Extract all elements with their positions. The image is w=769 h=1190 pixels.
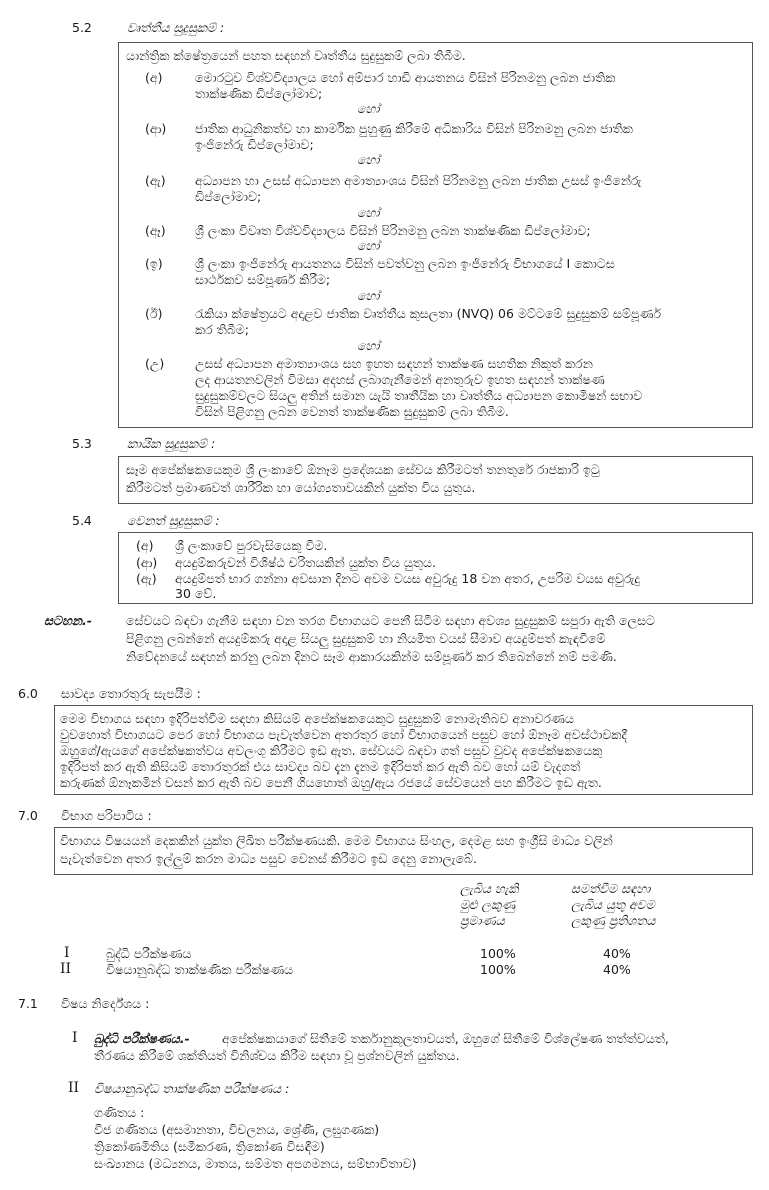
item-text: ජාතික ආධුනිකත්ව හා කාර්මික පුහුණු කිරීමේ අධිකාරිය විසින් පිරිනමනු ලබන ජාතික [195,121,633,136]
item-text: අයදුම්කරුවන් විශිෂ්ඨ චරිතයකින් යුක්ත විය යුතුය. [175,555,437,570]
item-text: අධ්‍යාපන හා උසස් අධ්‍යාපන අමාත්‍යාංශය විසින් පිරිනමනු ලබන ජාතික උසස් ඉංජිනේරු [195,173,642,188]
item-text: ඉංජිනේරු ඩිප්ලෝමාව; [195,137,314,152]
item-label: (අ) [136,538,154,553]
section-text: කිරීමටත් ප්‍රමාණවත් ශාරීරික හා යෝග්‍යතාවයකින් යුක්ත විය යුතුය. [126,480,476,495]
section-number: 6.0 [18,686,38,701]
item-label: (ආ) [136,555,158,570]
item-text: උසස් අධ්‍යාපන අමාත්‍යාංශය සහ ඉහත සඳහන් තාක්ෂණ සහතික නිකුත් කරන [195,356,593,371]
or-text: හෝ [357,205,380,220]
section-text: මෙම විභාගය සඳහා ඉදිරිපත්වීම සඳහා කිසියම් අපේක්ෂකයෙකුට සුදුසුකම් නොමැතිබව අනාවරණය [60,711,574,726]
column-header: සමත්වීම සඳහා [571,881,651,896]
item-text: ශ්‍රී ලංකා විවෘත විශ්වවිද්‍යාලය විසින් පිරිනමනු ලබන තාක්ෂණික ඩිප්ලෝමාව; [195,223,591,238]
section-heading: වෘත්තීය සුදුසුකම් : [127,20,225,35]
section-heading: සාවද්‍ය තොරතුරු සැපයීම : [61,686,201,701]
item-label: (උ) [145,356,165,371]
section-heading: විෂය නිර්දේශය : [61,996,150,1011]
section-text: කරුණක් ඕනෑකමින් වසන් කර ඇති බව පෙනී ගියහොත් ඔහු/ඇය රජයේ සේවයෙන් පහ කිරීමට ඉඩ ඇත. [60,775,602,790]
section-number: 5.3 [72,436,92,451]
section-number: 7.1 [18,996,38,1011]
item-text: අයදුම්පත් භාර ගන්නා අවසාන දිනට අවම වයස අවුරුදු 18 වන අතර, උපරිම වයස අවුරුදු [175,571,640,586]
item-label: (ආ) [145,121,167,136]
note-text: පිළිගනු ලබන්නේ අයදුම්කරු අදාළ සියලු සුදුසුකම් හා නියමිත වයස් සීමාව අයදුම්පත් කැඳවීමේ [126,631,606,646]
column-header: ලකුණු ප්‍රතිශතය [571,913,656,928]
column-header: ප්‍රමාණය [460,913,505,928]
row-name: විෂයානුබද්ධ තාක්ෂණික පරීක්ෂණය [106,962,294,977]
item-text: සංඛ්‍යානය (මධ්‍යනය, මාතය, සම්මත අපගමනය, සම්භාවිතාව) [94,1156,417,1171]
note-text: සේවයට බඳවා ගැනීම සඳහා වන තරග විභාගයට පෙනී සිටීම සඳහා අවශ්‍ය සුදුසුකම් සපුරා ඇති ලෙසට [126,613,656,628]
item-label: (අ) [145,70,163,85]
row-roman: II [60,961,72,977]
item-label: (ඇ) [136,571,157,586]
item-text: ලද ආයතනවලින් විමසා අදහස් ලබාගැනීමෙන් අනතුරුව ඉහත සඳහන් තාක්ෂණ [195,372,605,387]
item-label: (ඇ) [145,173,166,188]
item-text: සාර්ථකව සම්පූර්ණ කිරීම; [195,272,331,287]
item-text: මොරටුව විශ්වවිද්‍යාලය හෝ අම්පාර හාඩි ආයතනය විසින් පිරිනමනු ලබන ජාතික [195,70,616,85]
item-label: (ඊ) [145,306,163,321]
or-text: හෝ [357,101,380,116]
item-text: රැකියා ක්ෂේත්‍රයට අදාළව ජාතික වෘත්තීය කුසලතා (NVQ) 06 මට්ටමේ සුදුසුකම් සම්පූර්ණ [195,306,662,321]
item-text: ශ්‍රී ලංකා ඉංජිනේරු ආයතනය විසින් පවත්වනු ලබන ඉංජිනේරු විභාගයේ I කොටස [195,256,615,271]
row-name: බුද්ධි පරීක්ෂණය [106,946,192,961]
item-text: තීරණය කිරීමේ ශක්තියත් විනිශ්චය කිරීම සඳහා වූ ප්‍රශ්නවලින් යුක්තය. [94,1048,460,1063]
item-text: කර තිබීම; [195,322,249,337]
item-text: විසින් පිළිගනු ලබන වෙනත් තාක්ෂණික සුදුසුකම් ලබා තිබීම. [195,404,509,419]
row-roman: I [64,945,70,961]
section-heading: වෙනත් සුදුසුකම් : [127,513,220,528]
item-text: වීජ ගණිතය (අසමානතා, විචලනය, ශ්‍රේණි, ලඝුගණක) [94,1122,380,1137]
section-heading: විභාග පරිපාටිය : [61,808,152,823]
note-text: නිවේදනයේ සඳහන් කරනු ලබන දිනට සෑම ආකාරයකින්ම සම්පූර්ණ කර තිබෙන්නේ නම් පමණි. [126,649,617,664]
item-label: (ඉ) [145,256,163,271]
item-text: අපේක්ෂකයාගේ සිතීමේ තර්කානුකූලතාවයත්, ඔහුගේ සිතීමේ විශ්ලේෂණ තත්ත්වයත්, [222,1031,669,1046]
row-total: 100% [480,946,516,961]
item-roman: I [72,1030,78,1046]
item-text: ගණිතය : [94,1105,145,1120]
item-text: සුදුසුකම්වලට සියලු අතින් සමාන යැයි තෘතීයික හා වෘත්තීය අධ්‍යාපන කොමිෂන් සභාව [195,388,643,403]
section-text: විභාගය විෂයයන් දෙකකින් යුක්ත ලිඛිත පරීක්ෂණයකි. මෙම විභාගය සිංහල, දෙමළ සහ ඉංග්‍රීසි මාධ්‍ය වලින් [60,833,613,848]
section-text: ඔහුගේ/ඇයගේ අපේක්ෂකත්වය අවලංගු කිරීමට ඉඩ ඇත. සේවයට බඳවා ගත් පසුව වුවද අපේක්ෂකයෙකු [60,743,603,758]
section-text: වුවහොත් විභාගයට පෙර හෝ විභාගය පැවැත්වෙන අතරතුර හෝ විභාගයෙන් පසුව හෝ ඕනෑම අවස්ථාවකදී [60,727,628,742]
row-pass: 40% [603,962,631,977]
column-header: ලැබිය යුතු අවම [571,897,655,912]
or-text: හෝ [357,338,380,353]
item-text: ශ්‍රී ලංකාවේ පුරවැසියෙකු වීම. [175,538,328,553]
row-total: 100% [480,962,516,977]
item-text: ත්‍රිකෝණමිතිය (සමීකරණ, ත්‍රිකෝණ විසඳීම) [94,1139,325,1154]
section-number: 5.4 [72,513,92,528]
section-text: පැවැත්වෙන අතර ඉල්ලුම් කරන මාධ්‍ය පසුව වෙනස් කිරීමට ඉඩ දෙනු නොලැබේ. [60,851,477,866]
item-text: 30 වේ. [175,586,217,601]
section-text: සෑම අපේක්ෂකයෙකුම ශ්‍රී ලංකාවේ ඕනෑම ප්‍රදේශයක සේවය කිරීමටත් තනතුරේ රාජකාරි ඉටු [126,462,600,477]
item-roman: II [68,1080,80,1096]
or-text: හෝ [357,288,380,303]
section-heading: කායික සුදුසුකම් : [127,436,216,451]
column-header: මුළු ලකුණු [460,897,516,912]
item-text: තාක්ෂණික ඩිප්ලෝමාව; [195,86,323,101]
note-label: සටහන.- [44,613,92,628]
item-title: විෂයානුබද්ධ තාක්ෂණික පරීක්ෂණය : [94,1081,290,1096]
item-title: බුද්ධි පරීක්ෂණය.- [94,1031,190,1046]
section-number: 7.0 [18,808,38,823]
item-label: (ඈ) [145,223,166,238]
item-text: ඩිප්ලෝමාව; [195,189,262,204]
or-text: හෝ [357,238,380,253]
section-text: ඉදිරිපත් කර ඇති කිසියම් තොරතුරක් එය සාවද්‍ය බව දැන දැනම ඉදිරිපත් කර ඇති බව හෝ යම් වැදගත් [60,759,581,774]
section-number: 5.2 [72,20,92,35]
row-pass: 40% [603,946,631,961]
or-text: හෝ [357,152,380,167]
column-header: ලැබිය හැකි [460,881,519,896]
section-intro: යාන්ත්‍රික ක්ෂේත්‍රයෙන් පහත සඳහන් වෘත්තීය සුදුසුකම් ලබා තිබීම. [126,48,466,63]
